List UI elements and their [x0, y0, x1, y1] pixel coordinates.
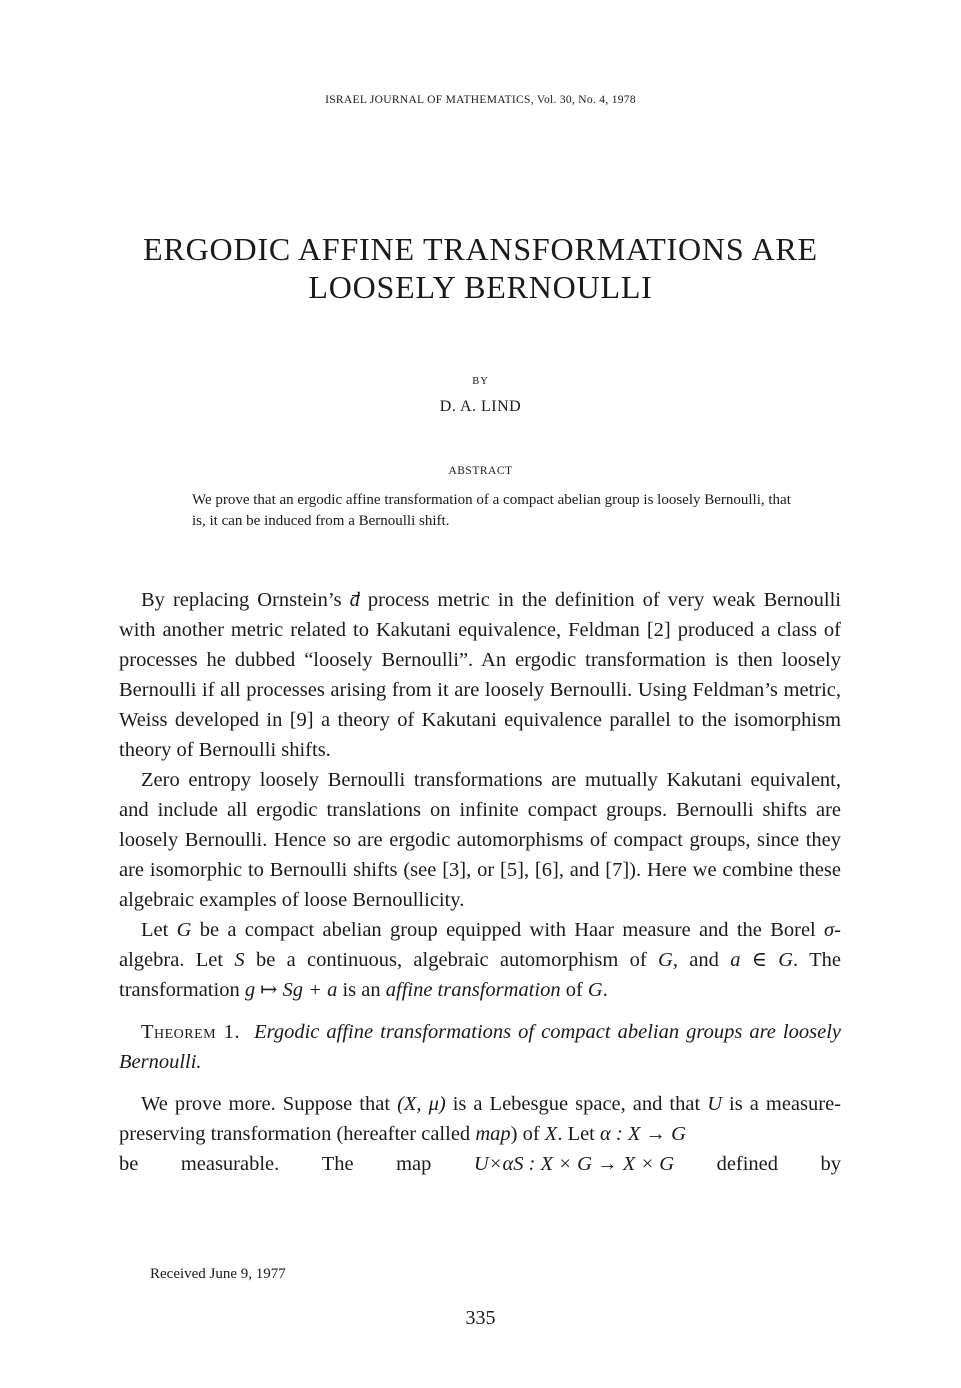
math-symbol: σ: [824, 919, 835, 941]
page-number: 335: [465, 1307, 496, 1329]
title-line-1: ERGODIC AFFINE TRANSFORMATIONS ARE: [143, 231, 818, 267]
abstract-text: We prove that an ergodic affine transformation of a compact abelian group is loosely Bernoulli, that is, it can be induced from a Bernoulli shift.: [192, 492, 791, 529]
text-run: be: [119, 1153, 139, 1175]
paragraph-4-last-line: [119, 1149, 841, 1179]
text-run: We prove more. Suppose that: [141, 1093, 398, 1115]
text-run: measurable.: [180, 1153, 280, 1175]
paragraph-1: [119, 585, 841, 765]
text-run: , and: [672, 949, 731, 971]
text-run: be a continuous, algebraic automorphism of: [244, 949, 659, 971]
text-run: . The transformation: [119, 949, 841, 1001]
body-text: [119, 585, 841, 1179]
text-run: process metric in the definition of very weak Bernoulli with another metric related to Kakutani equivalence, Feldman [2] produced a class of processes he dubbed “loosely Bernoulli”. An ergodic transformation is then loosely Bernoulli if all processes arising from it are loosely Bernoulli. Using Feldman’s metric, Weiss developed in [9] a theory of Kakutani equivalence parallel to the isomorphism theory of Bernoulli shifts.: [119, 589, 841, 761]
byline-label: BY: [472, 376, 489, 387]
text-run: . Let: [557, 1123, 601, 1145]
math-symbol: G: [176, 919, 192, 941]
text-run: of: [560, 979, 588, 1001]
math-expression: (X, μ): [397, 1093, 446, 1115]
title-line-2: LOOSELY BERNOULLI: [308, 269, 653, 305]
text-run: map: [396, 1153, 432, 1175]
theorem-label: Theorem 1.: [141, 1021, 241, 1043]
paragraph-2: Zero entropy loosely Bernoulli transformations are mutually Kakutani equivalent, and include all ergodic translations on infinite compact groups. Bernoulli shifts are loosely Bernoulli. Hence so are ergodic automorphisms of compact groups, since they are isomorphic to Bernoulli shifts (see [3], or [5], [6], and [7]). Here we combine these algebraic examples of loose Bernoullicity.: [119, 769, 841, 911]
math-expression: g ↦ Sg + a: [244, 979, 338, 1001]
paragraph-3: [119, 915, 841, 1005]
math-expression: U×αS : X × G → X × G: [473, 1153, 675, 1175]
author-name: D. A. LIND: [439, 398, 522, 415]
text-run: be a compact abelian group equipped with Haar measure and the Borel: [191, 919, 825, 941]
theorem-statement: Ergodic affine transformations of compact abelian groups are loosely Bernoulli.: [119, 1021, 842, 1073]
d-bar-symbol: d: [349, 589, 360, 611]
math-expression: a ∈ G: [730, 949, 794, 971]
text-run: -algebra. Let: [119, 919, 841, 971]
text-run: by: [820, 1153, 841, 1175]
abstract-heading: ABSTRACT: [448, 465, 513, 477]
math-symbol: G: [587, 979, 603, 1001]
text-run: is a Lebesgue space, and that: [445, 1093, 708, 1115]
paragraph-4: [119, 1089, 841, 1149]
text-run: By replacing Ornstein’s: [141, 589, 350, 611]
received-date-note: Received June 9, 1977: [150, 1266, 286, 1282]
emphasized-term: affine transformation: [385, 979, 561, 1001]
math-symbol: X: [544, 1123, 558, 1145]
text-run: .: [602, 979, 608, 1001]
paper-title: [0, 230, 961, 306]
math-symbol: G: [658, 949, 673, 971]
text-run: The: [321, 1153, 354, 1175]
math-symbol: U: [707, 1093, 723, 1115]
theorem-1: [119, 1017, 841, 1077]
running-head: ISRAEL JOURNAL OF MATHEMATICS, Vol. 30, No. 4, 1978: [325, 94, 636, 106]
math-symbol: S: [234, 949, 245, 971]
text-run: defined: [716, 1153, 779, 1175]
text-run: ) of: [510, 1123, 545, 1145]
math-expression: α : X → G: [600, 1123, 686, 1145]
text-run: is a measure-preserving transformation (hereafter called: [119, 1093, 841, 1145]
text-run: Let: [141, 919, 177, 941]
text-run: is an: [337, 979, 386, 1001]
emphasized-term: map: [475, 1123, 511, 1145]
